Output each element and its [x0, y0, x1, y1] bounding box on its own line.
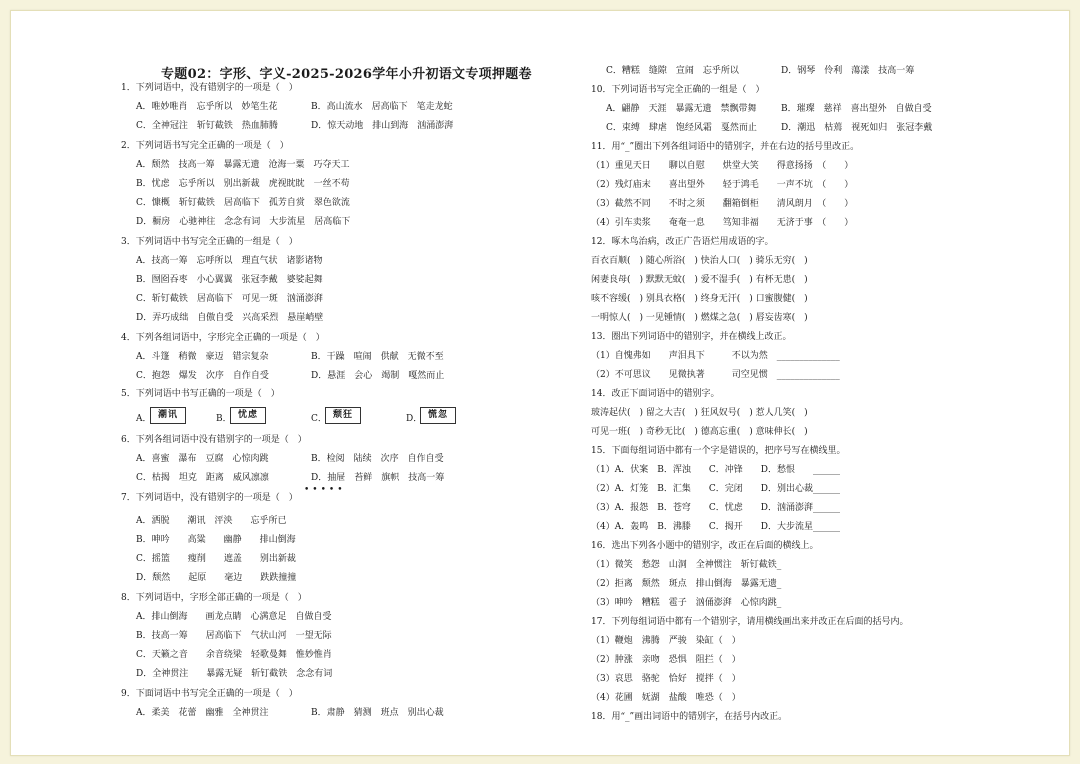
- question-text: 4．下列各组词语中，字形完全正确的一项是（ ）: [121, 333, 325, 343]
- option-text: B．干躁 喧闹 供献 无微不至: [311, 352, 444, 362]
- sub-item: （2）不可思议 见微执著 司空见惯 ______________: [591, 370, 840, 380]
- option-text: B．呻吟 高粱 幽静 排山倒海: [136, 535, 296, 545]
- sub-item: （2）残灯庙末 喜出望外 轻于鸿毛 一声不坑 （ ）: [591, 180, 854, 190]
- question-text: 18．用“_”画出词语中的错别字，在括号内改正。: [591, 712, 788, 722]
- question-text: 17．下列每组词语中都有一个错别字，请用横线画出来并改正在后面的括号内。: [591, 617, 909, 627]
- option-text: D．悬涯 会心 竭制 嘎然而止: [311, 371, 445, 381]
- sub-item: （1）鞭炮 沸腾 严骏 染缸（ ）: [591, 636, 741, 646]
- sub-item: 咳不容缓( ) 别具衣格( ) 终身无汗( ) 口蜜腹健( ): [591, 294, 808, 304]
- question-text: 2．下列词语书写完全正确的一项是（ ）: [121, 141, 289, 151]
- q5-seal-word: 慌忽: [420, 407, 456, 424]
- option-text: C．抱怨 爆发 次序 自作自受: [136, 371, 269, 381]
- option-text: D．潮迅 枯蔫 视死如归 张冠李戴: [781, 123, 933, 133]
- option-text: C．枯揭 坦克 距离 威风凛凛: [136, 473, 269, 483]
- option-text: D．惊天动地 排山到海 汹涌澎湃: [311, 121, 454, 131]
- sub-item: 一明惊人( ) 一见锺情( ) 燃煤之急( ) 唇妄齿寒( ): [591, 313, 808, 323]
- question-text: 15．下面每组词语中都有一个字是错误的，把序号写在横线里。: [591, 446, 846, 456]
- option-text: A．技高一筹 忘呼所以 理直气状 诸影诸物: [136, 256, 323, 266]
- page-title: 专题02：字形、字义-2025-2026学年小升初语文专项押题卷: [161, 67, 532, 82]
- option-text: D．抽屉 苔鲜 旗帜 技高一筹: [311, 473, 445, 483]
- q5-option-label: D．: [406, 414, 423, 424]
- option-text: A．斗篷 稍微 豪迈 错宗复杂: [136, 352, 269, 362]
- question-text: 9．下面词语中书写完全正确的一项是（ ）: [121, 689, 298, 699]
- sub-item: 玻涛起伏( ) 留之大吉( ) 狂风奴号( ) 惹人几笑( ): [591, 408, 808, 418]
- q5-seal-word: 忧虑: [230, 407, 266, 424]
- sub-item: （3）哀思 骆驼 恰好 搅拌（ ）: [591, 674, 741, 684]
- option-text: B．囫囵吞枣 小心翼翼 张冠李戴 婆娑起舞: [136, 275, 323, 285]
- sub-item: （1）重见天日 聊以自慰 烘堂大笑 得意扬扬 （ ）: [591, 161, 854, 171]
- option-text: D．钢琴 伶利 蕩漾 技高一筹: [781, 66, 915, 76]
- sub-item: （4）引车卖浆 奄奄一息 笃知非福 无济于事 （ ）: [591, 218, 854, 228]
- sub-item: （2）A．灯笼 B．汇集 C．完闭 D．别出心裁______: [591, 484, 840, 494]
- question-text: 7．下列词语中，没有错别字的一项是（ ）: [121, 493, 298, 503]
- option-text: B．忧虑 忘乎所以 别出新裁 虎视眈眈 一丝不苟: [136, 179, 350, 189]
- question-text: 8．下列词语中，字形全部正确的一项是（ ）: [121, 593, 307, 603]
- sub-item: （4）A．轰鸣 B．沸滕 C．揭开 D．大步流星______: [591, 522, 840, 532]
- option-text: C．摇篮 瘦削 遮盖 别出新裁: [136, 554, 296, 564]
- sub-item: （3）A．报怨 B．苍穹 C．忧虑 D．汹涌澎湃______: [591, 503, 840, 513]
- option-text: C．天籁之音 余音绕梁 轻歌曼舞 惟妙惟肖: [136, 650, 332, 660]
- question-text: 12．啄木鸟治病，改正广告语烂用成语的字。: [591, 237, 774, 247]
- option-text: A．颓然 技高一筹 暴露无遗 沧海一粟 巧夺天工: [136, 160, 350, 170]
- option-text: D．橱房 心驰神往 念念有词 大步流星 居高临下: [136, 217, 351, 227]
- question-text: 14．改正下面词语中的错别字。: [591, 389, 720, 399]
- option-text: A．唯妙唯肖 忘乎所以 妙笔生花: [136, 102, 278, 112]
- question-text: 1．下列词语中，没有错别字的一项是（ ）: [121, 83, 298, 93]
- sub-item: （4）花圃 妩湖 盐酸 唯恐（ ）: [591, 693, 741, 703]
- option-text: C．束缚 肆虐 饱经风霜 戛然而止: [606, 123, 757, 133]
- option-text: A．喜蜜 瀑布 豆腐 心惊肉跳: [136, 454, 269, 464]
- q5-option-label: C．: [311, 414, 327, 424]
- q5-seal-word: 颓狂: [325, 407, 361, 424]
- emphasis-dots: •••••: [304, 485, 346, 495]
- q5-seal-word: 潮讯: [150, 407, 186, 424]
- option-text: D．弄巧成绌 自傲自受 兴高采烈 悬崖峭壁: [136, 313, 324, 323]
- option-text: D．全神贯注 暴露无疑 斩钉截铁 念念有词: [136, 669, 333, 679]
- option-text: A．洒脱 潮讯 泙泱 忘乎所已: [136, 516, 287, 526]
- sub-item: （1）A．伏案 B．浑浊 C．冲锋 D．愁恨 ______: [591, 465, 840, 475]
- question-text: 6．下列各组词语中没有错别字的一项是（ ）: [121, 435, 307, 445]
- option-text: B．璀璨 慈祥 喜出望外 自做自受: [781, 104, 932, 114]
- option-text: B．检阅 陆续 次序 自作自受: [311, 454, 444, 464]
- option-text: B．高山流水 居高临下 笔走龙蛇: [311, 102, 453, 112]
- sub-item: （2）肿涨 亲吻 恐惧 阻拦（ ）: [591, 655, 741, 665]
- q5-option-label: A．: [136, 414, 152, 424]
- sub-item: （1）微笑 愁怨 山洞 全神惯注 斩钉截铁_: [591, 560, 782, 570]
- option-text: C．糟糕 缝隙 宣闹 忘乎所以: [606, 66, 739, 76]
- sub-item: 闲妻良母( ) 默默无蚊( ) 爱不湿手( ) 有杯无患( ): [591, 275, 808, 285]
- question-text: 10．下列词语书写完全正确的一组是（ ）: [591, 85, 765, 95]
- option-text: A．翩静 天涯 暴露无遗 禁飘带舞: [606, 104, 757, 114]
- sub-item: （3）截然不同 不时之须 翻箱倒柜 清风朗月 （ ）: [591, 199, 854, 209]
- option-text: A．柔美 花蕾 幽雅 全神贯注: [136, 708, 269, 718]
- option-text: B．技高一筹 居高临下 气状山河 一望无际: [136, 631, 332, 641]
- exam-paper: [10, 10, 1070, 756]
- option-text: C．慷概 斩钉截铁 居高临下 孤芳自赏 翠色欲流: [136, 198, 350, 208]
- option-text: A．排山倒海 画龙点睛 心满意足 自做自受: [136, 612, 332, 622]
- q5-option-label: B．: [216, 414, 232, 424]
- sub-item: （3）呻吟 糟糕 雹子 汹俑澎湃 心惊肉跳_: [591, 598, 782, 608]
- question-text: 11．用“_”圈出下列各组词语中的错别字，并在右边的括号里改正。: [591, 142, 860, 152]
- question-text: 16．选出下列各小题中的错别字，改正在后面的横线上。: [591, 541, 819, 551]
- option-text: C．全神冠注 斩钉截铁 热血肺腾: [136, 121, 278, 131]
- question-text: 5．下列词语中书写正确的一项是（ ）: [121, 389, 280, 399]
- sub-item: （2）拒离 颓然 斑点 排山倒海 暴露无遗_: [591, 579, 782, 589]
- sub-item: （1）自愧弗如 声泪具下 不以为然 ______________: [591, 351, 840, 361]
- option-text: C．斩钉截铁 居高临下 可见一斑 汹涌澎湃: [136, 294, 323, 304]
- sub-item: 可见一班( ) 奇秒无比( ) 德高忘重( ) 意味伸长( ): [591, 427, 808, 437]
- option-text: D．颓然 起原 毫边 跌跌撞撞: [136, 573, 297, 583]
- question-text: 3．下列词语中书写完全正确的一组是（ ）: [121, 237, 298, 247]
- sub-item: 百衣百顺( ) 随心所浴( ) 快治人口( ) 骑乐无穷( ): [591, 256, 808, 266]
- option-text: B．肃静 猜测 班点 别出心裁: [311, 708, 444, 718]
- question-text: 13．圈出下列词语中的错别字，并在横线上改正。: [591, 332, 792, 342]
